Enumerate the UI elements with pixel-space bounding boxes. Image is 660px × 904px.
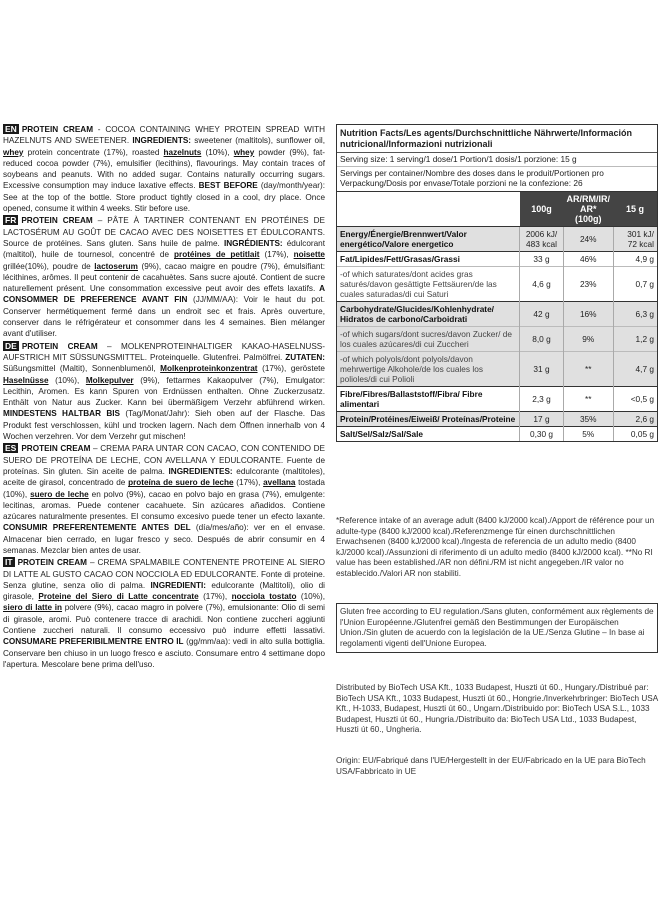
header-ar: AR/RM/IR/ AR* (100g) <box>564 192 614 227</box>
allergen: avellana <box>263 478 296 488</box>
nutrient-row-saturates <box>337 266 657 301</box>
nutrition-facts-panel <box>336 124 658 442</box>
nutrient-row-carbohydrate <box>337 301 657 326</box>
value-ar: 24% <box>564 226 614 251</box>
product-name: PROTEIN CREAM <box>21 125 94 134</box>
allergen: noisette <box>293 250 325 260</box>
lang-block-it <box>3 557 325 670</box>
value-15g: 1,2 g <box>613 326 657 351</box>
value-15g: 6,3 g <box>613 301 657 326</box>
text: (10%), <box>48 375 86 385</box>
value-100g: 31 g <box>520 351 564 386</box>
nutrition-header-row <box>337 192 657 227</box>
header-15g: 15 g <box>613 192 657 227</box>
nutrition-table <box>337 192 657 441</box>
nutrient-row-energy <box>337 226 657 251</box>
servings-per-container: Servings per container/Nombre des doses dans le produit/Portionen pro Verpackung/Dosis por envase/Totale porzioni ne la confezione: 26 <box>337 167 657 192</box>
value-100g: 8,0 g <box>520 326 564 351</box>
lang-block-fr <box>3 215 325 339</box>
value-ar: 16% <box>564 301 614 326</box>
text: (9%), cacao maigre en poudre (7%), émulsifiant: lécithines, arômes. Il peut contenir de cacahuètes. Sans sucre ajouté. Contient de sucre naturellement présent. Une consommation excessive peut avoir des effets laxatifs. <box>3 261 325 294</box>
value-15g: 0,7 g <box>613 266 657 301</box>
value-ar: ** <box>564 386 614 411</box>
nutrient-name: Energy/Énergie/Brennwert/Valor energético/Valore energetico <box>337 226 520 251</box>
value-15g: 4,9 g <box>613 251 657 266</box>
nutrient-row-fibre <box>337 386 657 411</box>
value-ar: 35% <box>564 411 614 426</box>
text: (9%), fettarmes Kakaopulver (7%), Emulgator: Lecithin, Aromen. Es kann Spuren von Erdnüssen enthalten. Ohne Zuckerzusatz. Enthält von Natur aus Zucker. Kann bei übermäßigem Verzehr abführend wirken. <box>3 375 325 408</box>
text: (day/month/year): See at the top of the bottle. Store product tightly closed in a cool, dry place. Once opened, consume it within 4 weeks. Stir before use. <box>3 181 325 214</box>
ingredients-label: INGREDIENTS: <box>132 136 192 146</box>
serving-size: Serving size: 1 serving/1 dose/1 Portion/1 dosis/1 porzione: 15 g <box>337 153 657 167</box>
nutrient-name: Fibre/Fibres/Ballaststoff/Fibra/ Fibre alimentari <box>337 386 520 411</box>
text: – CREMA PARA UNTAR CON CACAO, CON CONTENIDO DE SUERO DE PROTEÍNA DE LECHE, CON AVELLANA Y EDULCORANTE. Fuente de proteínas. Sin gluten. Sin aceite de palma. <box>3 444 325 476</box>
product-name: PROTEIN CREAM <box>21 216 93 226</box>
reference-intake-note: *Reference intake of an average adult (8400 kJ/2000 kcal)./Apport de référence pour un adulte-type (8400 kJ/2000 kcal)./Referenzmenge für einen durchschnittlichen Erwachsenen (8400 kJ/2000 kcal)./Ingesta de referencia de un adulto medio (8400 kJ/2000 kcal)./Assunzioni di riferimento di un adulto medio (8400 kJ/2000 kcal). **No RI value has been established./AR non défini./RM ist nicht angegeben./IR valor no establecido./Valori AR non stabiliti. <box>336 516 655 578</box>
text: en polvo (9%), cacao en polvo bajo en grasa (7%), emulgente: lecitinas, aromas. Puede contener cacahuete. Sin azúcares añadidos. Contiene azúcares naturalmente presentes. El consumo excesivo puede tener un efecto laxante. <box>3 489 325 522</box>
text: tostada (10%), <box>3 478 325 499</box>
text: edulcorante (maltitoles), aceite de girasol, concentrado de <box>3 466 325 488</box>
allergen: whey <box>233 147 255 157</box>
best-before-label: BEST BEFORE <box>198 181 258 191</box>
best-before-label: MINDESTENS HALTBAR BIS <box>3 409 121 419</box>
product-name: PROTEIN CREAM <box>17 558 87 568</box>
text: protein concentrate (17%), roasted <box>23 147 164 157</box>
text: (10%), <box>201 147 234 157</box>
nutrient-row-protein <box>337 411 657 426</box>
lang-code-en: EN <box>5 124 17 134</box>
value-15g: 301 kJ/ 72 kcal <box>613 226 657 251</box>
value-100g: 2006 kJ/ 483 kcal <box>520 226 564 251</box>
nutrient-name: Salt/Sel/Salz/Sal/Sale <box>337 426 520 441</box>
nutrition-title: Nutrition Facts/Les agents/Durchschnittliche Nährwerte/Información nutricional/Informazioni nutrizionali <box>337 125 657 153</box>
nutrient-name: Protein/Protéines/Eiweiß/ Proteínas/Proteine <box>337 411 520 426</box>
value-15g: 4,7 g <box>613 351 657 386</box>
allergen: hazelnuts <box>163 147 202 157</box>
value-ar: 5% <box>564 426 614 441</box>
text: (JJ/MM/AA): Voir le haut du pot. Conserver hermétiquement fermé dans un endroit sec et frais. Après ouverture, conserver dans le réfrigérateur et consommer dans les 4 semaines. Bien mélanger avant d'utiliser. <box>3 295 326 339</box>
text: (17%), <box>233 478 264 488</box>
text: sweetener (maltitols), sunflower oil, <box>191 136 325 146</box>
value-ar: 9% <box>564 326 614 351</box>
origin-note: Origin: EU/Fabriqué dans l'UE/Hergestellt in der EU/Fabricado en la UE para BioTech USA/Fabbricato in UE <box>336 756 646 776</box>
value-15g: 0,05 g <box>613 426 657 441</box>
nutrient-row-salt <box>337 426 657 441</box>
ingredients-label: ZUTATEN: <box>285 352 325 362</box>
allergen: Molkenproteinkonzentrat <box>160 364 258 374</box>
nutrient-name: -of which sugars/dont sucres/davon Zucker/ de los cuales azúcares/di cui Zuccheri <box>337 326 520 351</box>
nutrient-name: -of which polyols/dont polyols/davon mehrwertige Alkohole/de los cuales los polioles/di cui Polioli <box>337 351 520 386</box>
text: (17%), <box>259 250 294 260</box>
allergen: nocciola tostato <box>231 592 297 602</box>
allergen: Molkepulver <box>85 375 134 385</box>
value-15g: 2,6 g <box>613 411 657 426</box>
text: - COCOA CONTAINING WHEY PROTEIN SPREAD WITH HAZELNUTS AND SWEETENER. <box>3 125 326 146</box>
text: (día/mes/año): ver en el envase. Almacenar bien cerrado, en lugar fresco y seco. Después de abrir consumir en 4 semanas. Mezclar bien antes de usar. <box>3 523 325 555</box>
allergen: lactoserum <box>94 261 138 271</box>
allergen: proteína de suero de leche <box>128 478 234 488</box>
lang-code-es: ES <box>5 443 17 454</box>
value-100g: 33 g <box>520 251 564 266</box>
value-15g: <0,5 g <box>613 386 657 411</box>
value-100g: 4,6 g <box>520 266 564 301</box>
lang-block-es <box>3 443 325 556</box>
lang-code-de: DE <box>5 340 17 351</box>
text: – PÂTE À TARTINER CONTENANT EN PROTÉINES DE LACTOSÉRUM AU GOÛT DE CACAO AVEC DES NOISETTES ET ÉDULCORANTS. Source de protéines. Sans gluten. Sans huile de palme. <box>3 216 325 248</box>
text: (10%), <box>296 592 326 602</box>
nutrient-row-sugars <box>337 326 657 351</box>
text: (17%), <box>198 592 232 602</box>
nutrient-name: Carbohydrate/Glucides/Kohlenhydrate/ Hidratos de carbono/Carboidrati <box>337 301 520 326</box>
allergen: Proteine del Siero di Latte concentrate <box>38 592 199 602</box>
value-100g: 17 g <box>520 411 564 426</box>
text: powder (9%), fat-reduced cocoa powder (7%), emulsifier (lecithins), flavourings. May contain traces of soybeans and peanuts. With no added sugar. Contains naturally occurring sugars. Excessive consumption may induce laxative effects. <box>3 147 325 191</box>
best-before-label: A CONSOMMER DE PREFERENCE AVANT FIN <box>3 284 325 305</box>
value-ar: ** <box>564 351 614 386</box>
best-before-label: CONSUMARE PREFERIBILMENTRE ENTRO IL <box>3 637 184 647</box>
text: polvere (9%), cacao magro in polvere (7%), emulsionante: Olio di semi di girasole, aromi. Può contenere tracce di arachidi. Non contiene zuccheri aggiunti Contiene zuccheri naturali. Il consumo eccessivo può indurre effetti lassativi. <box>3 603 325 636</box>
product-name: PROTEIN CREAM <box>21 444 91 454</box>
header-blank <box>337 192 520 227</box>
text: (17%), geröstete <box>257 364 325 374</box>
lang-block-de <box>3 341 325 443</box>
ingredients-column <box>3 124 325 671</box>
value-100g: 2,3 g <box>520 386 564 411</box>
header-100g: 100g <box>520 192 564 227</box>
nutrient-name: Fat/Lipides/Fett/Grasas/Grassi <box>337 251 520 266</box>
text: grillée(10%), poudre de <box>3 261 95 271</box>
ingredients-label: INGREDIENTES: <box>168 466 233 476</box>
gluten-free-note: Gluten free according to EU regulation./Sans gluten, conformément aux règlements de l'Union Européenne./Glutenfrei gemäß den Bestimmungen der Europäischen Union./Sin gluten de acuerdo con la legislación de la UE./Senza Glutine – In base ai regolamenti vigenti dell'Unione Europea. <box>336 603 658 653</box>
lang-code-it: IT <box>5 557 13 568</box>
nutrient-row-fat <box>337 251 657 266</box>
allergen: Haselnüsse <box>3 375 49 385</box>
text: – MOLKENPROTEINHALTIGER KAKAO-HASELNUSS-AUFSTRICH MIT SÜSSUNGSMITTEL. Proteinquelle. Glutenfrei. Palmölfrei. <box>3 341 325 362</box>
allergen: protéines de petitlait <box>174 250 260 260</box>
text: (Tag/Monat/Jahr): Sieh oben auf der Flasche. Das Produkt fest verschlossen, kühl und trocken lagern. Nach dem Öffnen innerhalb von 4 Wochen verzehren. Vor dem Verzehr gut mischen! <box>3 409 326 442</box>
allergen: siero di latte in <box>3 603 63 613</box>
ingredients-label: INGREDIENTI: <box>150 580 207 590</box>
text: Süßungsmittel (Maltit), Sonnenblumenöl, <box>3 364 161 374</box>
lang-block-en <box>3 124 325 214</box>
text: edulcorante (Maltitoli), olio di girasole, <box>3 580 325 602</box>
product-name: PROTEIN CREAM <box>21 341 98 351</box>
text: édulcorant (maltitol), huile de tournesol, concentré de <box>3 238 325 260</box>
nutrient-name: -of which saturates/dont acides gras saturés/davon gesättigte Fettsäuren/de las cuales saturadas/di cui Saturi <box>337 266 520 301</box>
allergen: suero de leche <box>30 489 89 499</box>
value-ar: 46% <box>564 251 614 266</box>
value-100g: 42 g <box>520 301 564 326</box>
lang-code-fr: FR <box>5 215 17 226</box>
nutrient-row-polyols <box>337 351 657 386</box>
text: (gg/mm/aa): vedi in alto sulla bottiglia. Conservare ben chiuso in un luogo fresco e asciuto. Consumare entro 4 settimane dopo l'apertura. Mescolare bene prima dell'uso. <box>3 637 325 669</box>
distributor-note: Distributed by BioTech USA Kft., 1033 Budapest, Huszti út 60., Hungary./Distribué par: BioTech USA Kft., 1033 Budapest, Huszti út 60., Hongrie./Inverkehrbringer: BioTech USA Kft., H-1033, Budapest, Huszti út 60., Ungarn./Distribuido por: BioTech USA S.L., 1033 Budapest, Huszti út 60., Hungria./Distribuito da: BioTech USA Ltd., 1033 Budapest, Huszti út 60., Ungheria. <box>336 683 658 735</box>
ingredients-label: INGRÉDIENTS: <box>223 238 283 248</box>
best-before-label: CONSUMIR PREFERENTEMENTE ANTES DEL <box>3 523 191 533</box>
text: – CREMA SPALMABILE CONTENENTE PROTEINE AL SIERO DI LATTE AL GUSTO CACAO CON NOCCIOLA ED EDULCORANTE. Fonte di proteine. Senza glutine, senza olio di palma. <box>3 558 326 590</box>
value-ar: 23% <box>564 266 614 301</box>
allergen: whey <box>3 147 24 157</box>
value-100g: 0,30 g <box>520 426 564 441</box>
